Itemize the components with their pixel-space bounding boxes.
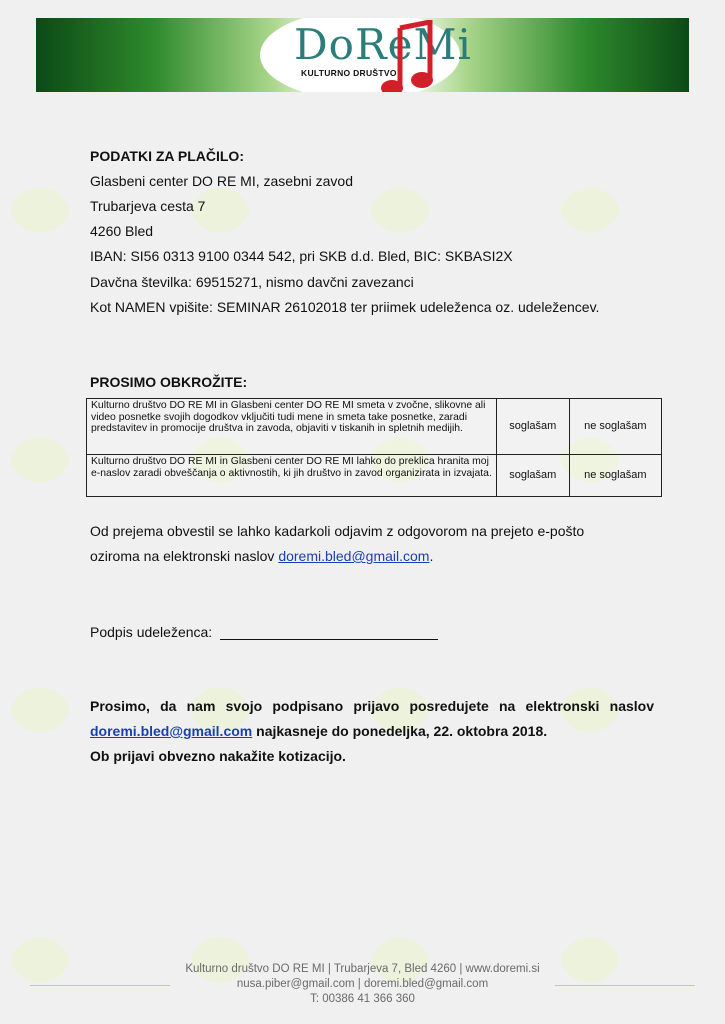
payment-line: IBAN: SI56 0313 9100 0344 542, pri SKB d.d. Bled, BIC: SKBASI2X <box>90 248 513 264</box>
header-banner <box>36 18 689 92</box>
closing-line-3: Ob prijavi obvezno nakažite kotizacijo. <box>90 748 346 764</box>
signature-line[interactable] <box>220 625 438 640</box>
agree-option[interactable]: soglašam <box>497 399 570 455</box>
payment-line: 4260 Bled <box>90 223 154 239</box>
logo-wordmark: DoReMi <box>294 20 472 69</box>
footer-address: Kulturno društvo DO RE MI | Trubarjeva 7, Bled 4260 | www.doremi.si <box>185 963 540 975</box>
closing-email-link[interactable]: doremi.bled@gmail.com <box>90 723 253 739</box>
payment-line: Davčna številka: 69515271, nismo davčni zavezanci <box>90 274 414 290</box>
unsubscribe-prefix: oziroma na elektronski naslov <box>90 548 279 564</box>
disagree-option[interactable]: ne soglašam <box>569 455 661 497</box>
signature-row <box>90 624 438 640</box>
footer <box>0 962 725 1007</box>
payment-line: Trubarjeva cesta 7 <box>90 198 206 214</box>
closing-deadline: najkasneje do ponedeljka, 22. oktobra 2018. <box>252 723 548 739</box>
footer-emails: nusa.piber@gmail.com | doremi.bled@gmail.com <box>236 978 489 990</box>
closing-line-2 <box>90 719 654 744</box>
consent-row <box>87 399 662 455</box>
footer-phone: T: 00386 41 366 360 <box>310 993 415 1005</box>
unsubscribe-text: Od prejema obvestil se lahko kadarkoli odjavim z odgovorom na prejeto e-pošto <box>90 523 585 539</box>
email-link[interactable]: doremi.bled@gmail.com <box>278 548 430 564</box>
agree-option[interactable]: soglašam <box>497 455 570 497</box>
consent-table <box>86 398 662 497</box>
disagree-option[interactable]: ne soglašam <box>569 399 661 455</box>
closing-paragraph <box>90 694 654 769</box>
signature-label: Podpis udeleženca: <box>90 624 213 640</box>
consent-text: Kulturno društvo DO RE MI in Glasbeni center DO RE MI lahko do preklica hranita moj e-naslov zaradi obveščanja o aktivnostih, ki jih društvo in zavod organizirata in izvajata. <box>87 455 497 497</box>
consent-heading: PROSIMO OBKROŽITE: <box>90 374 248 390</box>
unsubscribe-text-2 <box>90 548 433 564</box>
payment-heading: PODATKI ZA PLAČILO: <box>90 148 244 164</box>
consent-row <box>87 455 662 497</box>
music-note-icon <box>378 20 438 92</box>
logo-subtitle: KULTURNO DRUŠTVO <box>301 68 397 78</box>
payment-line: Glasbeni center DO RE MI, zasebni zavod <box>90 173 354 189</box>
payment-line: Kot NAMEN vpišite: SEMINAR 26102018 ter priimek udeleženca oz. udeležencev. <box>90 299 600 315</box>
unsubscribe-suffix: . <box>429 548 434 564</box>
closing-line-1: Prosimo, da nam svojo podpisano prijavo posredujete na elektronski naslov <box>90 698 654 714</box>
consent-text: Kulturno društvo DO RE MI in Glasbeni center DO RE MI smeta v zvočne, slikovne ali video posnetke svojih dogodkov vključiti tudi mene in smeta take posnetke, zaradi predstavitev in promocije društva in zavoda, objaviti v tiskanih in spletnih medijih. <box>87 399 497 455</box>
